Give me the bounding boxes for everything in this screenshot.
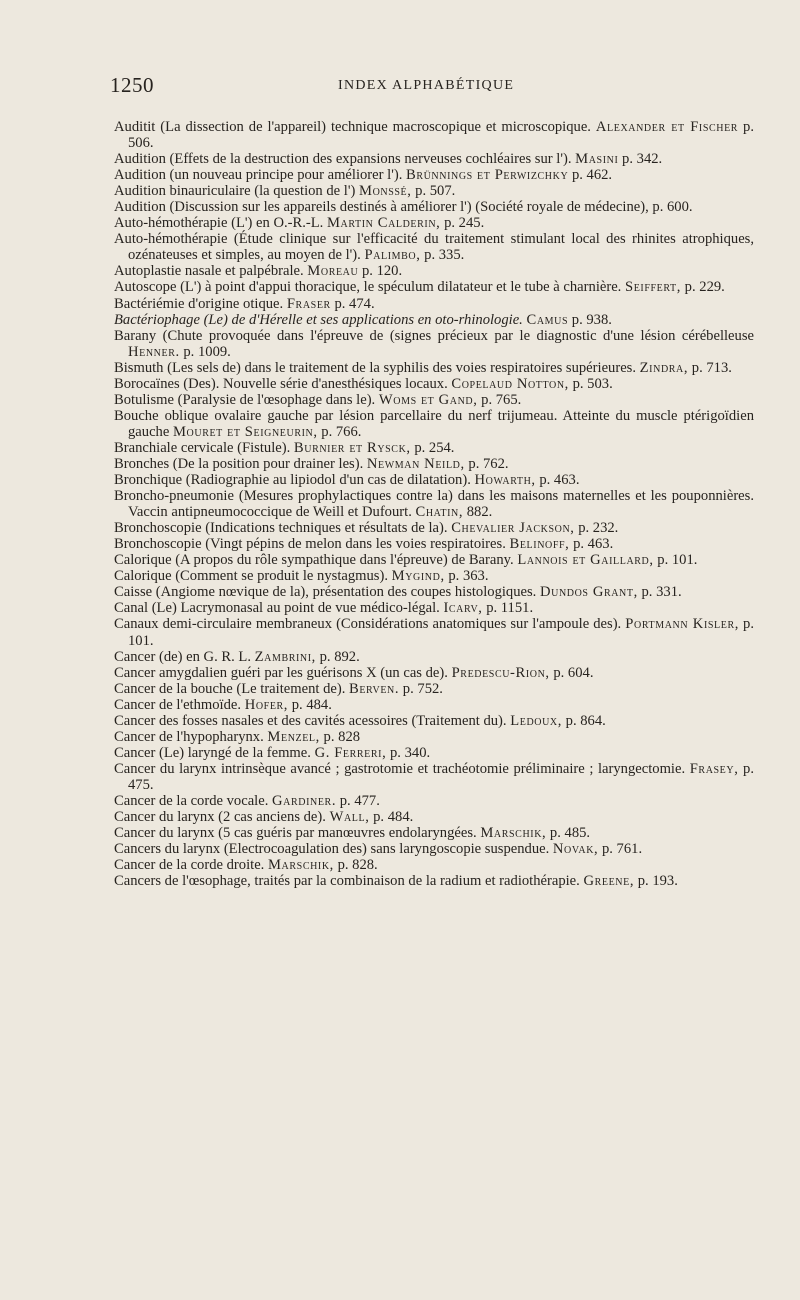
index-entries — [114, 119, 754, 889]
entry-page-ref: p. 193. — [637, 873, 678, 890]
entry-author: Martin Calderin, — [326, 215, 441, 232]
entry-page-ref: p. 828. — [337, 857, 378, 874]
index-entry — [114, 825, 754, 841]
entry-author: Hofer, — [244, 696, 289, 713]
index-entry — [114, 584, 754, 600]
running-head: INDEX ALPHABÉTIQUE — [338, 78, 515, 93]
entry-page-ref: p. 604. — [553, 664, 594, 681]
entry-author: Frasey, — [689, 760, 739, 777]
entry-page-ref: p. 120. — [361, 263, 403, 280]
index-entry — [114, 729, 754, 745]
entry-page-ref: p. 484. — [373, 809, 414, 826]
entry-page-ref: p. 232. — [578, 520, 619, 537]
index-entry — [114, 119, 754, 151]
index-entry — [114, 649, 754, 665]
entry-author: Berven. — [349, 680, 400, 697]
entry-subject: Cancer de la bouche (Le traitement de). — [114, 680, 346, 697]
index-entry — [114, 472, 754, 488]
entry-page-ref: p. 335. — [424, 247, 465, 264]
entry-subject: Bactériémie d'origine otique. — [114, 295, 284, 312]
index-entry — [114, 167, 754, 183]
entry-page-ref: p. 600. — [652, 199, 693, 216]
entry-subject: Barany (Chute provoquée dans l'épreuve de (signes précieux par le diagnostic d'une lésion cérébelleuse — [114, 327, 754, 344]
entry-author: Chevalier Jackson, — [451, 520, 575, 537]
entry-author: G. Ferreri, — [314, 744, 387, 761]
entry-subject: Auto-hémothérapie (L') en O.-R.-L. — [114, 215, 324, 232]
index-entry — [114, 616, 754, 648]
index-entry — [114, 520, 754, 536]
entry-author: Camus — [526, 311, 569, 328]
entry-author: Zindra, — [639, 359, 689, 376]
entry-subject: Audition (un nouveau principe pour améliorer l'). — [114, 167, 403, 184]
entry-page-ref: p. 761. — [601, 841, 643, 858]
entry-subject: Bronchoscopie (Vingt pépins de melon dans les voies respiratoires. — [114, 536, 506, 553]
entry-page-ref: p. 101. — [657, 552, 698, 569]
index-entry — [114, 183, 754, 199]
index-entry — [114, 440, 754, 456]
index-entry — [114, 681, 754, 697]
entry-page-ref: p. 506. — [128, 119, 754, 152]
entry-page-ref: p. 485. — [549, 825, 591, 842]
index-entry — [114, 360, 754, 376]
entry-subject: Caisse (Angiome nœvique de la), présentation des coupes histologiques. — [114, 584, 537, 601]
entry-author: Marschik, — [480, 825, 547, 842]
index-entry — [114, 151, 754, 167]
entry-subject: Cancer amygdalien guéri par les guérisons X (un cas de). — [114, 664, 448, 681]
entry-subject: Cancer de l'ethmoïde. — [114, 696, 242, 713]
entry-subject: Cancer de la corde vocale. — [114, 792, 269, 809]
index-entry — [114, 392, 754, 408]
index-entry — [114, 793, 754, 809]
index-entry — [114, 552, 754, 568]
entry-author: Gardiner. — [272, 792, 337, 809]
index-entry — [114, 231, 754, 263]
entry-page-ref: p. 340. — [390, 744, 431, 761]
index-entry — [114, 279, 754, 295]
entry-page-ref: p. 828 — [323, 728, 361, 745]
entry-page-ref: p. 245. — [444, 215, 485, 232]
index-entry — [114, 857, 754, 873]
entry-page-ref: p. 762. — [468, 455, 509, 472]
entry-subject: Cancer des fosses nasales et des cavités acessoires (Traitement du). — [114, 712, 507, 729]
entry-page-ref: p. 254. — [414, 439, 455, 456]
entry-subject: Auditit (La dissection de l'appareil) technique macroscopique et microscopique. — [114, 119, 591, 135]
entry-author: Mygind, — [391, 568, 445, 585]
entry-page-ref: p. 1009. — [183, 343, 231, 360]
entry-author: Zambrini, — [254, 648, 316, 665]
entry-page-ref: p. 892. — [319, 648, 360, 665]
entry-subject: Bronchoscopie (Indications techniques et résultats de la). — [114, 520, 448, 537]
index-entry — [114, 697, 754, 713]
entry-subject: Bactériophage (Le) de d'Hérelle et ses applications en oto-rhinologie. — [114, 311, 523, 328]
entry-author: Alexander et Fischer — [595, 119, 739, 135]
entry-subject: Bismuth (Les sels de) dans le traitement de la syphilis des voies respiratoires supérieures. — [114, 359, 637, 376]
entry-author: Dundos Grant, — [539, 584, 638, 601]
entry-page-ref: p. 765. — [481, 391, 522, 408]
entry-author: Palimbo, — [364, 247, 421, 264]
entry-page-ref: p. 752. — [402, 680, 443, 697]
index-entry — [114, 761, 754, 793]
entry-subject: Bouche oblique ovalaire gauche par lésion parcellaire du nerf trijumeau. Atteinte du muscle ptérigoïdien gauche — [114, 407, 754, 440]
entry-page-ref: p. 463. — [573, 536, 614, 553]
entry-page-ref: p. 331. — [641, 584, 682, 601]
index-entry — [114, 199, 754, 215]
entry-author: Henner. — [128, 343, 180, 360]
entry-author: Burnier et Rysck, — [293, 439, 411, 456]
index-entry — [114, 215, 754, 231]
entry-subject: Canal (Le) Lacrymonasal au point de vue médico-légal. — [114, 600, 440, 617]
index-entry — [114, 600, 754, 616]
entry-page-ref: p. 766. — [321, 423, 362, 440]
entry-page-ref: p. 864. — [565, 712, 606, 729]
entry-page-ref: p. 938. — [571, 311, 612, 328]
entry-author: Portmann Kisler, — [625, 616, 739, 633]
entry-author: Mouret et Seigneurin, — [172, 423, 318, 440]
entry-subject: Auto-hémothérapie (Étude clinique sur l'efficacité du traitement stimulant local des rhinites atrophiques, ozénateuses et simples, au moyen de l'). — [114, 231, 754, 264]
entry-subject: Broncho-pneumonie (Mesures prophylactiques contre la) dans les maisons maternelles et les pouponnières. Vaccin antipneumococcique de Weill et Dufourt. — [114, 488, 754, 521]
entry-subject: Calorique (A propos du rôle sympathique dans l'épreuve) de Barany. — [114, 552, 514, 569]
entry-page-ref: p. 475. — [128, 760, 754, 793]
entry-subject: Botulisme (Paralysie de l'œsophage dans le). — [114, 391, 376, 408]
index-entry — [114, 745, 754, 761]
entry-author: Belinoff, — [509, 536, 570, 553]
entry-subject: Cancer de l'hypopharynx. — [114, 728, 264, 745]
entry-subject: Cancer du larynx (5 cas guéris par manœuvres endolaryngées. — [114, 825, 477, 842]
index-entry — [114, 488, 754, 520]
entry-page-ref: p. 474. — [334, 295, 375, 312]
entry-page-ref: p. 342. — [622, 151, 663, 168]
entry-page-ref: p. 363. — [448, 568, 489, 585]
entry-subject: Cancers de l'œsophage, traités par la combinaison de la radium et radiothérapie. — [114, 873, 580, 890]
entry-subject: Cancers du larynx (Electrocoagulation des) sans laryngoscopie suspendue. — [114, 841, 550, 858]
page-header — [110, 73, 750, 103]
entry-author: Predescu-Rion, — [451, 664, 550, 681]
entry-subject: Cancer (Le) laryngé de la femme. — [114, 744, 311, 761]
entry-author: Howarth, — [474, 472, 536, 489]
index-entry — [114, 536, 754, 552]
index-entry — [114, 456, 754, 472]
entry-author: Greene, — [583, 873, 635, 890]
entry-author: Chatin, — [415, 504, 464, 521]
entry-page-ref: p. 1151. — [486, 600, 534, 617]
entry-subject: Audition binauriculaire (la question de l') — [114, 183, 356, 200]
index-entry — [114, 873, 754, 889]
entry-page-ref: p. 713. — [691, 359, 732, 376]
entry-author: Woms et Gand, — [378, 391, 478, 408]
entry-subject: Audition (Discussion sur les appareils destinés à améliorer l') (Société royale de médecine), — [114, 199, 649, 216]
entry-subject: Autoscope (L') à point d'appui thoracique, le spéculum dilatateur et le tube à charnière. — [114, 279, 622, 296]
index-entry — [114, 841, 754, 857]
entry-author: Fraser — [286, 295, 331, 312]
entry-author: Marschik, — [267, 857, 334, 874]
entry-author: Lannois et Gaillard, — [517, 552, 654, 569]
index-entry — [114, 665, 754, 681]
entry-subject: Cancer de la corde droite. — [114, 857, 265, 874]
entry-subject: Cancer du larynx intrinsèque avancé ; gastrotomie et trachéotomie préliminaire ; laryngectomie. — [114, 760, 686, 777]
index-entry — [114, 376, 754, 392]
entry-author: Wall, — [329, 809, 370, 826]
entry-page-ref: p. 503. — [572, 375, 613, 392]
entry-subject: Autoplastie nasale et palpébrale. — [114, 263, 304, 280]
entry-author: Moreau — [307, 263, 359, 280]
entry-author: Icarv, — [443, 600, 483, 617]
entry-subject: Calorique (Comment se produit le nystagmus). — [114, 568, 388, 585]
entry-author: Seiffert, — [625, 279, 682, 296]
index-entry — [114, 312, 754, 328]
entry-author: Monssé, — [359, 183, 412, 200]
entry-page-ref: p. 507. — [415, 183, 456, 200]
entry-subject: Borocaïnes (Des). Nouvelle série d'anesthésiques locaux. — [114, 375, 448, 392]
entry-author: Copelaud Notton, — [451, 375, 569, 392]
index-entry — [114, 328, 754, 360]
index-entry — [114, 809, 754, 825]
entry-page-ref: p. 462. — [571, 167, 613, 184]
entry-page-ref: p. 229. — [684, 279, 725, 296]
entry-page-ref: p. 484. — [291, 696, 332, 713]
index-entry — [114, 713, 754, 729]
entry-author: Newman Neild, — [366, 455, 465, 472]
index-entry — [114, 568, 754, 584]
entry-author: Masini — [575, 151, 619, 168]
index-entry — [114, 263, 754, 279]
entry-author: Menzel, — [267, 728, 320, 745]
entry-page-ref: p. 101. — [128, 616, 754, 649]
index-entry — [114, 296, 754, 312]
entry-subject: Branchiale cervicale (Fistule). — [114, 439, 291, 456]
entry-author: Novak, — [552, 841, 599, 858]
entry-page-ref: 882. — [466, 504, 493, 521]
entry-subject: Cancer du larynx (2 cas anciens de). — [114, 809, 326, 826]
entry-subject: Bronchique (Radiographie au lipiodol d'un cas de dilatation). — [114, 472, 471, 489]
page-number: 1250 — [110, 73, 154, 97]
entry-subject: Bronches (De la position pour drainer les). — [114, 455, 364, 472]
entry-subject: Audition (Effets de la destruction des expansions nerveuses cochléaires sur l'). — [114, 151, 572, 168]
entry-subject: Cancer (de) en G. R. L. — [114, 648, 251, 665]
entry-page-ref: p. 477. — [339, 792, 380, 809]
entry-subject: Canaux demi-circulaire membraneux (Considérations anatomiques sur l'ampoule des). — [114, 616, 622, 633]
entry-author: Brünnings et Perwizchky — [406, 167, 569, 184]
index-entry — [114, 408, 754, 440]
entry-author: Ledoux, — [510, 712, 562, 729]
entry-page-ref: p. 463. — [539, 472, 580, 489]
